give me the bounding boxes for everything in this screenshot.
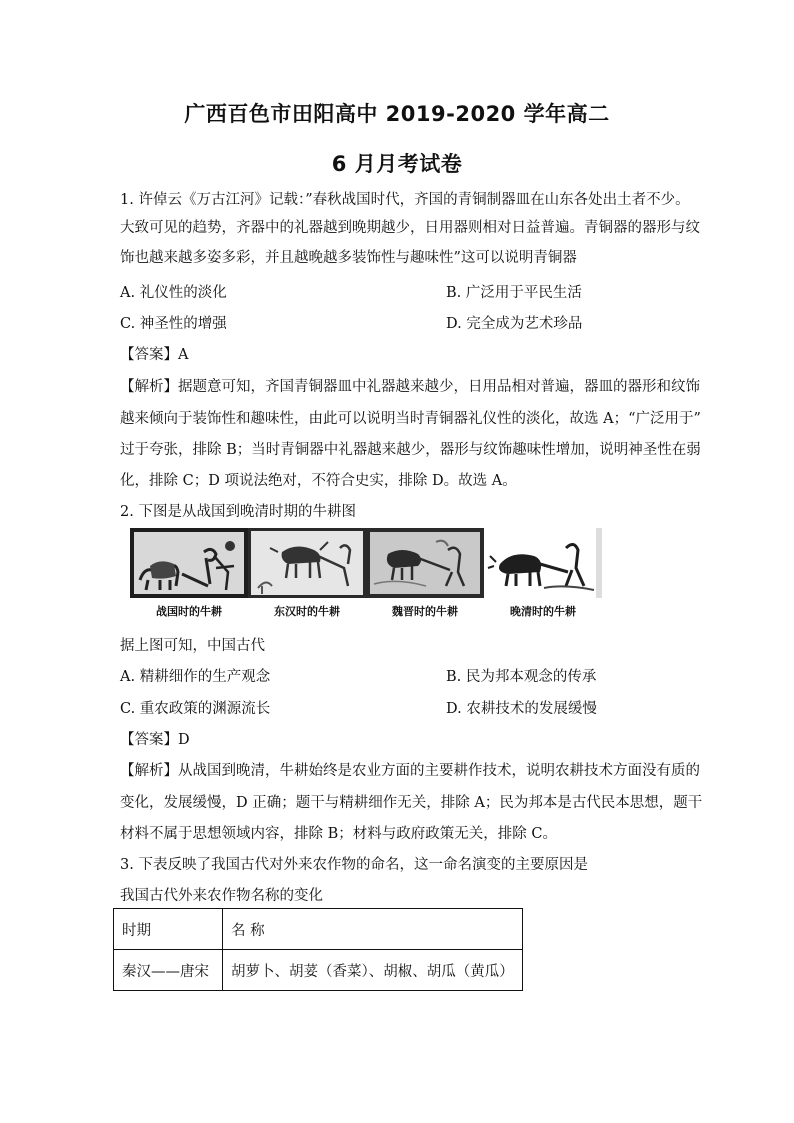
image-caption: 东汉时的牛耕 (274, 605, 340, 618)
image-caption: 晚清时的牛耕 (510, 605, 576, 618)
table-cell: 胡萝卜、胡荽（香菜）、胡椒、胡瓜（黄瓜） (223, 950, 523, 991)
q2-option-c: C. 重农政策的渊源流长 (120, 701, 271, 717)
q1-analysis-line: 化，排除 C；D 项说法绝对，不符合史实，排除 D。故选 A。 (120, 473, 517, 489)
exam-title-line2: 6 月月考试卷 (331, 152, 463, 176)
image-caption: 战国时的牛耕 (156, 605, 222, 618)
q2-lead: 据上图可知，中国古代 (120, 638, 265, 654)
table-row (114, 950, 523, 991)
q2-option-d: D. 农耕技术的发展缓慢 (446, 701, 597, 717)
q2-analysis-line: 材料不属于思想领域内容，排除 B；材料与政府政策无关，排除 C。 (120, 826, 557, 842)
table-header-row (114, 909, 523, 950)
table-cell: 秦汉——唐宋 (114, 950, 223, 991)
q3-stem: 3. 下表反映了我国古代对外来农作物的命名，这一命名演变的主要原因是 (120, 857, 588, 873)
image-caption: 魏晋时的牛耕 (392, 605, 458, 618)
q1-stem-line: 大致可见的趋势，齐器中的礼器越到晚期越少，日用器则相对日益普遍。青铜器的器形与纹 (120, 220, 700, 236)
wei-jin-plowing-image (366, 528, 484, 598)
ox-plowing-figure (124, 528, 594, 620)
q1-stem-line: 饰也越来越多姿多彩，并且越晚越多装饰性与趣味性”这可以说明青铜器 (120, 250, 577, 266)
table-header-cell: 名 称 (223, 909, 523, 950)
eastern-han-plowing-image (248, 528, 366, 598)
q1-option-d: D. 完全成为艺术珍品 (446, 316, 583, 332)
q1-analysis-line: 【解析】据题意可知，齐国青铜器皿中礼器越来越少，日用品相对普遍，器皿的器形和纹饰 (120, 379, 700, 395)
q1-option-b: B. 广泛用于平民生活 (446, 285, 582, 301)
q1-stem-line: 1. 许倬云《万古江河》记载：”春秋战国时代，齐国的青铜制器皿在山东各处出土者不少。 (120, 192, 690, 208)
q2-answer: 【答案】D (120, 732, 190, 748)
q2-analysis-line: 变化，发展缓慢，D 正确；题干与精耕细作无关，排除 A；民为邦本是古代民本思想，题干 (120, 795, 703, 811)
late-qing-plowing-image (484, 528, 602, 598)
q2-option-b: B. 民为邦本观念的传承 (446, 669, 597, 685)
q1-answer: 【答案】A (120, 347, 189, 363)
crop-names-table (113, 908, 523, 991)
q2-option-a: A. 精耕细作的生产观念 (120, 669, 271, 685)
table-header-cell: 时期 (114, 909, 223, 950)
warring-states-plowing-image (130, 528, 248, 598)
q1-option-a: A. 礼仪性的淡化 (120, 285, 227, 301)
q2-analysis-line: 【解析】从战国到晚清，牛耕始终是农业方面的主要耕作技术，说明农耕技术方面没有质的 (120, 763, 700, 779)
q1-option-c: C. 神圣性的增强 (120, 316, 227, 332)
q1-analysis-line: 过于夸张，排除 B；当时青铜器中礼器越来越少，器形与纹饰趣味性增加，说明神圣性在弱 (120, 442, 701, 458)
exam-title-line1: 广西百色市田阳高中 2019-2020 学年高二 (184, 102, 610, 126)
q1-analysis-line: 越来倾向于装饰性和趣味性，由此可以说明当时青铜器礼仪性的淡化，故选 A；“广泛用于” (120, 411, 701, 427)
q2-stem: 2. 下图是从战国到晚清时期的牛耕图 (120, 504, 356, 520)
q3-table-title: 我国古代外来农作物名称的变化 (120, 888, 323, 904)
